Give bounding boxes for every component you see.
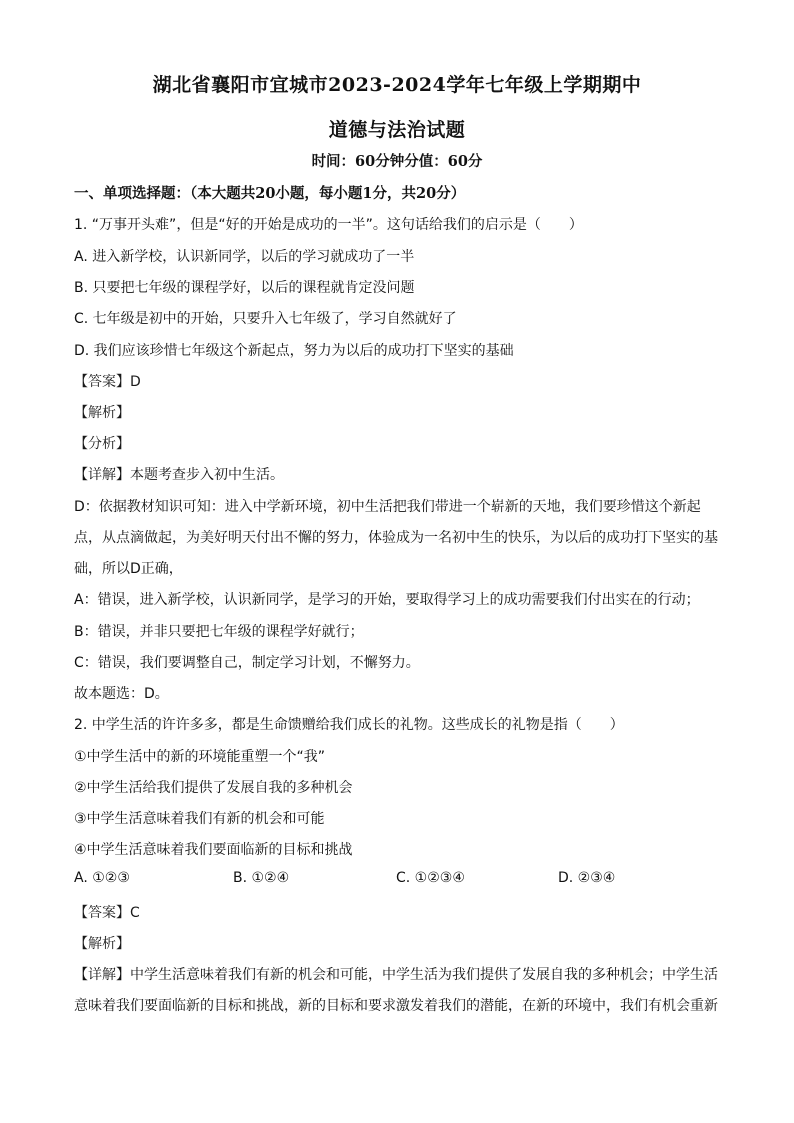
question-1-option-c: C. 七年级是初中的开始，只要升入七年级了，学习自然就好了 bbox=[74, 311, 457, 327]
exam-meta: 时间：60分钟分值：60分 bbox=[311, 153, 483, 170]
question-2-item-1: ①中学生活中的新的环境能重塑一个“我” bbox=[74, 749, 326, 765]
question-2-item-4: ④中学生活意味着我们要面临新的目标和挑战 bbox=[74, 842, 353, 858]
question-1-explanation-c: C：错误，我们要调整自己，制定学习计划，不懈努力。 bbox=[74, 655, 420, 671]
question-2-option-d: D. ②③④ bbox=[558, 870, 616, 886]
document-title-line2: 道德与法治试题 bbox=[328, 119, 466, 141]
question-2-item-3: ③中学生活意味着我们有新的机会和可能 bbox=[74, 811, 325, 827]
document-title-line1: 湖北省襄阳市宜城市2023-2024学年七年级上学期期中 bbox=[152, 74, 642, 96]
question-2-option-c: C. ①②③④ bbox=[396, 870, 465, 886]
question-2-detail-line2: 意味着我们要面临新的目标和挑战，新的目标和要求激发着我们的潜能，在新的环境中，我们有机会重新 bbox=[74, 998, 718, 1014]
question-1-explanation-d-line2: 点，从点滴做起，为美好明天付出不懈的努力，体验成为一名初中生的快乐，为以后的成功打下坚实的基 bbox=[74, 530, 718, 546]
question-2-item-2: ②中学生活给我们提供了发展自我的多种机会 bbox=[74, 780, 353, 796]
question-1-explanation-d-line1: D：依据教材知识可知：进入中学新环境，初中生活把我们带进一个崭新的天地，我们要珍惜这个新起 bbox=[74, 499, 701, 515]
question-2-option-b: B. ①②④ bbox=[233, 870, 290, 886]
section-heading: 一、单项选择题：（本大题共20小题，每小题1分，共20分） bbox=[74, 185, 466, 202]
question-2-answer: 【答案】C bbox=[74, 905, 140, 921]
question-1-answer: 【答案】D bbox=[74, 374, 141, 390]
question-2-stem: 2. 中学生活的许许多多，都是生命馈赠给我们成长的礼物。这些成长的礼物是指（ ） bbox=[74, 717, 624, 733]
question-2-option-a: A. ①②③ bbox=[74, 870, 130, 886]
question-2-analysis-tag: 【解析】 bbox=[74, 936, 130, 952]
question-1-conclusion: 故本题选：D。 bbox=[74, 686, 169, 702]
question-1-analysis-tag: 【解析】 bbox=[74, 405, 130, 421]
question-1-option-a: A. 进入新学校，认识新同学，以后的学习就成功了一半 bbox=[74, 249, 415, 265]
question-1-detail: 【详解】本题考查步入初中生活。 bbox=[74, 467, 284, 483]
question-1-stem: 1. “万事开头难”，但是“好的开始是成功的一半”。这句话给我们的启示是（ ） bbox=[74, 217, 583, 233]
question-1-option-d: D. 我们应该珍惜七年级这个新起点，努力为以后的成功打下坚实的基础 bbox=[74, 343, 514, 359]
question-2-detail-line1: 【详解】中学生活意味着我们有新的机会和可能，中学生活为我们提供了发展自我的多种机会；中学生活 bbox=[74, 967, 718, 983]
question-1-explanation-a: A：错误，进入新学校，认识新同学，是学习的开始，要取得学习上的成功需要我们付出实在的行动； bbox=[74, 592, 700, 608]
question-1-fenxi-tag: 【分析】 bbox=[74, 436, 130, 452]
question-1-explanation-d-line3: 础，所以D正确， bbox=[74, 561, 183, 577]
question-1-explanation-b: B：错误，并非只要把七年级的课程学好就行； bbox=[74, 624, 364, 640]
question-1-option-b: B. 只要把七年级的课程学好，以后的课程就肯定没问题 bbox=[74, 280, 415, 296]
